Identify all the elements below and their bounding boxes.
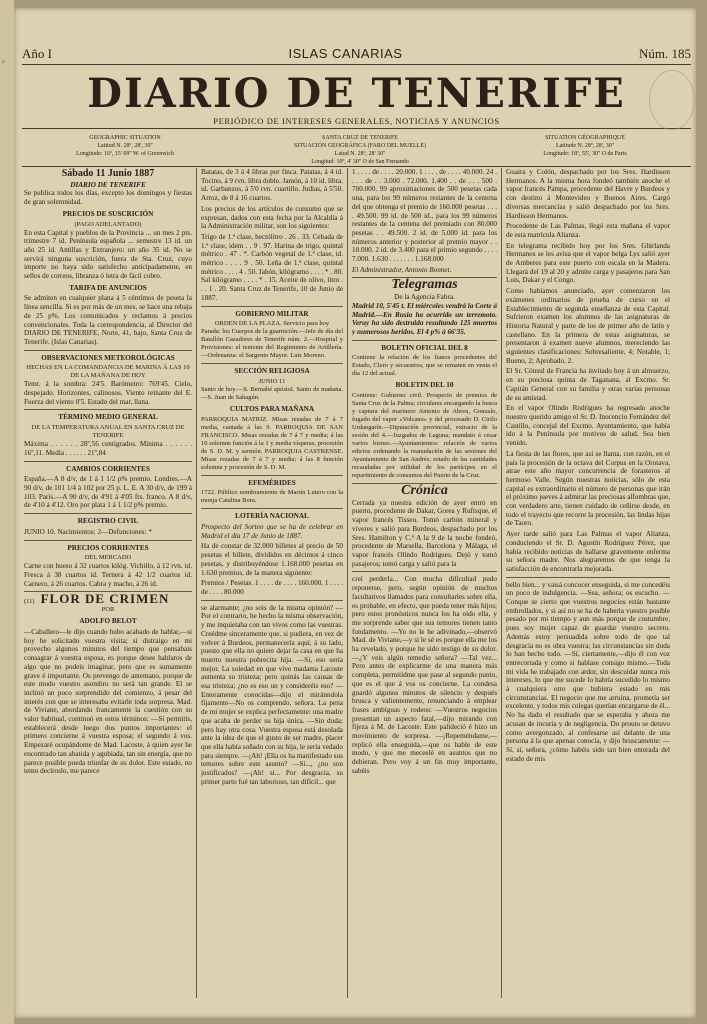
divider bbox=[506, 577, 670, 578]
telegrams-heading: Telegramas bbox=[391, 277, 458, 293]
prices-subheading: (PAGO ADELANTADO) bbox=[74, 220, 142, 228]
issue-date: Sábado 11 Junio 1887 bbox=[61, 168, 155, 179]
divider bbox=[24, 513, 192, 514]
religious-subheading: JUNIO 11 bbox=[258, 377, 286, 385]
news-8: Ayer tarde salió para Las Palmas el vapor Alianza, conduciendo el Sr. D. Agustín Rodríguez Pérez, que había recibido noticias de hallarse gravemente enferma su señora madre. Nos alegraremos de que tenga la satisfacción de encontrarla mejorada. bbox=[506, 530, 670, 573]
bulletin-text: Contiene la relación de los fianos procedentes del Estado, Clero y secuestros, que se rematen en venta el día 12 del actual. bbox=[352, 354, 497, 378]
religious-text: Santo de hoy.—S. Bernabé apóstol. Santo de mañana.—S. Juan de Sahagún. bbox=[201, 385, 343, 401]
masthead-title: DIARIO DE TENERIFE bbox=[87, 70, 626, 117]
meteo-text: Temr. á la sombra: 24'5. Barómetro: 769'45. Cielo, despejado. Horizontes, calinosos. Viento reinante del E. Fuerza del viento 0'5. Estado del mar, llana. bbox=[24, 380, 192, 406]
library-stamp-icon bbox=[649, 70, 695, 130]
divider bbox=[201, 306, 343, 307]
paper-name: DIARIO DE TENERIFE bbox=[70, 180, 146, 189]
novel-text: creí perderla... Con mucha dificultad pudo reponerse, pero, según opinión de muchos facultativos llamados para consultarles sobre ella, es probable, en efecto, que pueda tener más hijos; pero estos pronósticos nunca los ha oído ella, y me sorprende saber que sus temores tienen tanto fundamento. —Yo no le he adivinado,—observó Mad. de Viviane,—y si le sé es porque ella me los ha revelado, y porque he sido testigo de su dolor. —¿Y veis algún remedio señora? —Tal vez... Pero antes de explicarme de una manera más completa, permitidme que pase al segundo punto, que es el que á vos os concierne. La condesa guardó algunos minutos de silencio y después brusca y valientemente, renunciando á emplear frases ambiguas y rodeos: —Vuestros negocios presentan un aspecto fatal,—dijo mirando con fijeza á M. de Lacoste. Este palideció é hizo un movimiento de sorpresa. —¡Repeméndame,—replicó ella enseguida,—que os hable de este modo, y que me meceelé en asuntos que no debieran. Pero voy á un fin muy importante, sabéis bbox=[352, 575, 497, 775]
novel-author: ADOLFO BELOT bbox=[79, 617, 137, 626]
divider bbox=[22, 64, 691, 65]
administrator: El Administrador, Antonio Bonnet. bbox=[352, 265, 452, 274]
religious-heading: SECCIÓN RELIGIOSA bbox=[234, 367, 310, 376]
prices-heading: PRECIOS DE SUSCRICIÓN bbox=[62, 209, 154, 218]
news-1: Guaira y Colón, despachado por los Sres. Hardisson Hermanos. A la misma hora fondeó también anoche el vapor francés Pampa, procedente del Havre y Burdeos y con destino á Montevideo y Buenos Aires. Cargó diversas mercancías y salió despachado por los Sres. Hardisson Hermanos. bbox=[506, 168, 670, 220]
divider bbox=[201, 600, 343, 601]
lottery-text: Ha de constar de 32.000 billetes al precio de 50 pesetas el billete, divididos en décimos á cinco pesetas, y distribuyéndose 1.168.000 pesetas en 1.630 premios, de la manera siguiente: bbox=[201, 542, 343, 577]
ephemerides-text: 1722. Público nombramiento de Martín Lutero con la monja Catalina Bora. bbox=[201, 489, 343, 505]
divider bbox=[22, 166, 691, 167]
novel-title: FLOR DE CRIMEN bbox=[40, 591, 170, 607]
column-1 bbox=[24, 168, 192, 1008]
lottery-heading: LOTERÍA NACIONAL bbox=[235, 512, 309, 521]
divider bbox=[24, 350, 192, 351]
meteo-heading: OBSERVACIONES METEOROLÓGICAS bbox=[41, 353, 175, 362]
temp-heading: TÉRMINO MEDIO GENERAL bbox=[58, 413, 158, 422]
novel-number: (11) bbox=[24, 598, 35, 606]
lottery-prize-rows: 1 . . . . de . . . . 20.000. 1 . . . . de . . . . 40.000. 24 . . . . de . . 3.000 . 72.000. 1.400 . . de . . . 500 . 700.000. 99 aproximaciones de 500 pesetas cada una, para los 99 números restantes de la centena del que obtenga el premio de 160.000 pesetas . . . . 49.500. 99 id. de 500 id., para los 99 números restantes de la centena del premiado con 80.000 pesetas . . 49.500. 2 id. de 5.000 id. para los números anterior y posterior al premio mayor . . 10.000. 2 id. de 3.400 para el primio segundo . . . . 7.000. 1.630 . . . . . . . 1.168.000 bbox=[352, 168, 497, 264]
divider bbox=[352, 571, 497, 572]
exchange-heading: CAMBIOS CORRIENTES bbox=[66, 464, 150, 473]
novel-text: —Caballero—le dijo cuando hubo acabado de hablar,—si hoy he solicitado vuestra visita; si distraigo en mi provecho algunos minutos del tiempo que pensabais consagrar á vuestra esposa, es porque desee hablaros de algo que no podeis imaginar, pero que es sumamente grave é importante. Os prevengo de antemano, porque de este modo vuestro asombro no será tan grande. El se inclinó un poco sorprendido del comienzo, á pesar del interés con que se interesaba evitarle toda sorpresa. Mad. de Viviane, abordando francamente la cuestión con su valor habitual, continuó en estos términos: —Si permitís, establecerá desde luego dos puntos importantes: el primero concierne á vuestra esposa; el segundo á vos. Empezaré ocupándome de Mad. Lacoste, á quien ayer he encontrado tan abatida y agobiada, tan sin energía, que no parece posible pueda triunfar de su dolor. Este estado, no temo decíroslo, me parece bbox=[24, 628, 192, 776]
ephemerides-heading: EFEMÉRIDES bbox=[248, 478, 296, 487]
telegrams-agency: De la Agencia Fabra. bbox=[394, 293, 455, 302]
lottery-rows: Premios / Pesetas. 1 . . . . de . . . . 160.000. 1 . . . . de . . . . 80.000 bbox=[201, 579, 343, 596]
consumption-intro: Los precios de los artículos de consumo que se expresan, dados con esta fecha por la Alcaldía á la Administración militar, son los siguientes: bbox=[201, 204, 343, 231]
temp-subheading: DE LA TEMPERATURA ANUAL EN SANTA CRUZ DE TENERIFE bbox=[31, 424, 185, 440]
column-rule bbox=[196, 168, 197, 998]
column-rule bbox=[501, 168, 502, 998]
divider bbox=[22, 128, 691, 129]
page-edge: ¤ bbox=[0, 0, 14, 1024]
worship-heading: CULTOS PARA MAÑANA bbox=[229, 404, 315, 413]
news-4: Como habíamos anunciado, ayer comenzaron los exámenes ordinarios de prueba de curso en el Establecimiento de segunda enseñanza de esta Capital. Sufrieron examen los alumnos de las asignaturas de Historia Natural y parte de los de primer año de latín y castellano. En la primera de estas asignaturas, se presentaron á examen nueve alumnos, mereciendo las siguientes clasificaciones: Sobresaliente, 4; Notable, 1; Bueno, 2; Aprobado, 2. bbox=[506, 287, 670, 365]
column-rule bbox=[347, 168, 348, 998]
masthead-subtitle: PERIÓDICO DE INTERESES GENERALES, NOTICIAS Y ANUNCIOS bbox=[213, 116, 500, 126]
geo-center: SANTA CRUZ DE TENERIFE SITUACIÓN GEOGRÁFICA (FARO DEL MUELLE) Latud N. 28º, 28' 30'' Longitud: 10º, 4' 30'' O de San Fernando bbox=[294, 135, 426, 165]
registry-text: JUNIO 10. Nacimientos: 2—Defunciones: * bbox=[24, 527, 152, 536]
military-subheading: ORDEN DE LA PLAZA. Servicio para hoy bbox=[214, 320, 330, 328]
novel-text: bello bien... y vaisá concocer enseguida, si me concedéis un poco de indulgencia. —Sea, señora; os escucho. —Conque se cierto que vuestros negocios están bastante embrollados, y si así no se ha de haberla vuestro posible pesado por mi tiempo y aun más porque de costumbre, pues soy mujer capaz de guardar vuestro secreto. Además estoy persuadida sobre todo de que tal desgracia no es obra vuestra; las circunstancias sin duda lo han hecho todo. —Sí, ciertamente,—dijo él con voz entrecortada y como si hablase consigo mismo.—Toda mi vida he trabajado con ardor, sin descuidar nunca mis intereses, lo que me sucede lo habría sucedido lo mismo á cualquiera otro que hubiera estado en mis circunstancias. El negocio que me arruina, prometía ser excelente, y todos mis colegas querían encargarse de él... No ha dado el resultado que se esperaba y ahora me acusan de incuria y de negligencia. Do prouto se detuvo como avergonzado, al confesarse así delante de una persona á la que apenas conocía, y dijo bruscamente: —Sí, sí, señora, ¿cómo habéis sido tan bien enterada del estado de mis bbox=[506, 580, 670, 763]
bulletin-heading: BOLETIN OFICIAL DEL 8 bbox=[381, 343, 468, 352]
geo-right: SITUATION GÉOGRAPHIQUE Latitude N. 28º, 28', 30'' Longitude: 18º, 55', 30'' O de Paris bbox=[543, 135, 627, 157]
geo-left: GEOGRAPHIC SITUATION Latitud N. 28º, 28', 30'' Longitude: 16º, 15' 09'' W. of Greenwich bbox=[76, 135, 174, 157]
lottery-intro: Prospecto del Sorteo que se ha de celebrar en Madrid el día 17 de Junio de 1887. bbox=[201, 523, 343, 540]
bulletin2-text: Contiene: Gobierno civil. Prospecto de premios de Santa Cruz de la Palma; circulares encargando la busca y captura del marinero Antonio de Abreu, Gonzalo, fugado del vapor «Volcano» y del procesado D. Cirilo Urdangarín.—Diputación provincial, extracto de la sesión del 4.—Juzgados de Laguna; mandato á cesar varios bienes.—Ayuntamientos: relación de varios edictos ordenando la reanudación de las sesiones del Ayuntamiento de San Andrés; estado de las cantidades recaudadas por utilidad de los partícipes en el repartimiento de consumos del Puerto de la Cruz. bbox=[352, 392, 497, 480]
chronicle-heading: Crónica bbox=[401, 483, 448, 499]
market-subheading: DEL MERCADO bbox=[84, 554, 132, 562]
ads-heading: TARIFA DE ANUNCIOS bbox=[69, 283, 147, 292]
consumption-table: Trigo de 1.ª clase, hectólitro . 26 . 33. Cebada de 1.ª clase, idem . . 9 . 97. Harina de trigo, quintal métrico . 47 . *. Carbón vegetal de 1.ª clase, id. métrico . . . . 9 . 50. Leña de 1.ª clase, quintal métrico . . . . 4 . 50. Jabón, kilógramo . . . . * . 80. Sal kilógramo . . . . * . 15. Aceite de olivo, litro . . . 1 . 20. Santa Cruz de Tenerife, 10 de Junio de 1887. bbox=[201, 232, 343, 302]
chronicle-text: Cerrada ya nuestra edición de ayer entró en puerto, procedente de Dakar, Gorea y Rufisque, el vapor francés Tisseu. Tomó carbón mineral y víveres y salió para Burdeos, despachado por los Sres. Hamilton y C.ª A la 9 de la noche fondeó, procedente de Marsella, Barcelona y Málaga, el vapor francés Olindo Rodrigues. Dejó y tomó pasajeros; tomó carga y salió para la bbox=[352, 498, 497, 568]
column-3 bbox=[352, 168, 497, 1008]
military-heading: GOBIERNO MILITAR bbox=[235, 309, 309, 318]
prices-text: En esta Capital y pueblos de la Provincia ... un mes 2 pts. trimestre 7 id. Península española ... semestre 13 id. un año 25 id. Antillas y Extranjero: un año 35 id. No se servirá ninguna suscrición, fuera de Sta. Cruz, cuyo importe no haya sido satisfecho anticipadamente, en sellos de correos, libranza ó letra de fácil cobro. bbox=[24, 228, 192, 281]
divider bbox=[24, 461, 192, 462]
bulletin2-heading: BOLETIN DEL 10 bbox=[395, 381, 454, 390]
meteo-subheading: HECHAS EN LA COMANDANCIA DE MARINA Á LAS 10 DE LA MAÑANA DE HOY bbox=[26, 364, 190, 380]
divider bbox=[352, 340, 497, 341]
news-2: Procedente de Las Palmas, llegó esta mañana el vapor de esta matrícula Alianza. bbox=[506, 222, 670, 239]
top-line bbox=[22, 46, 691, 62]
novel-text: se alarmante; ¿no sois de la misma opinión? —Por el contrario, he hecho la misma observación, y me inquietaba con tan vivos como las vuestras. Creédme sinceramente que, si pudiera, en vez de volver á Burdeos, permanecería aquí, á su lado, puesto que ella no quiere dejar la casa en que ha muerto nuestra pobrecita hija. —Si, eso sería mejor. La soledad en que vive madama Lacoste aumenta su tristeza; pero quinás las causas de esa tristeza; ¿no es eso un y consideréis eso? —Enteramente conocidas—dijo el miránndola fijamente—No os comprendo, señora. La pena de mi mujer se explica perfectamente: una madre que acaba de perder su hija única. —Sin duda; pero hay otra cosa. Vuestra esposa está desolada ante la idea de que el gusto de ser madre, placer que ella había soñado con su hija, le sería vedado para siempre. —¡Ah! ¡Ella os ha manifestado sus temores sobre este asunto? —Sí..., ¿no son justificados? —¡Ah! sí... Por desgracia, su primer parto fué tan laborioso, tan difícil... que bbox=[201, 603, 343, 786]
novel-por: POR bbox=[101, 606, 115, 614]
intro-text: Se publica todos los días, excepto los domingos y fiestas de gran solemnidad. bbox=[24, 189, 192, 207]
telegrams-text: Madrid 10, 5'45 t. El miércoles vendrá la Corte á Madrid.—En Rusia ha ocurrido un terremoto. Veruy ha sido destruida resultando 125 muertos y numerosos heridos. El 4 p% á 66'35. bbox=[352, 301, 497, 336]
divider bbox=[24, 540, 192, 541]
divider bbox=[24, 409, 192, 410]
place-label: ISLAS CANARIAS bbox=[288, 46, 403, 61]
news-7: La fiesta de las flores, que así se llama, con razón, en el país la procesión de la octava del Corpus en la Orotava, atrae este año mayor concurrencia de forasteros al hermoso Valle. Según nuestras noticias, sólo de esta capital es extraordinario el número de personas que irán el próximo jueves á admirar las preciosas alfombras que, con verdadero arte, tienen cuidado de ceñirse desde, en todo el trayecto que recorre la procesión, las lindas hijas de Taoro. bbox=[506, 449, 670, 528]
military-text: Parada: los Cuerpos de la guarnición.—Jefe de día del Batallón Cazadores de Tenerife núm. 2.—Hospital y Provisiones: el teniente del Regimiento de Artillería.—Ordenanza: el Sargento Mayor. Luis Moreno. bbox=[201, 328, 343, 360]
registry-heading: REGISTRO CIVIL bbox=[77, 517, 139, 526]
temp-text: Máxima . . . . . . 28º,56 centígrados. Mínima . . . . . . 16º,11. Media . . . . . . 21º,84 bbox=[24, 440, 192, 457]
divider bbox=[201, 508, 343, 509]
news-6: En el vapor Olindo Rodrigues ha regresado anoche nuestro querido amigo el Sr. D. Inocencio Fernández del Castillo, concejal del Excmo. Ayuntamiento, que había ido á la Península por motivos de salud. Sea bien venido. bbox=[506, 404, 670, 448]
food-prices: Batatas, de 3 á 4 libras por finca. Patatas, á 4 id. Tocino, á 9 rvn. libra doble. Jamón, á 10 id. libra. id. Garbanzos, á 5'0 rvn. cuartillo. Judias, á 5'50. Arroz, de 8 á 16 cuartos. bbox=[201, 168, 343, 203]
divider bbox=[201, 363, 343, 364]
market-text: Carne con hueso á 32 cuartos kilóg. Vichillo, á 12 rvn. id. Fresca á 38 cuartos id. Ternera á 42 1/2 cuartos id. Carnero, á 26 cuartos. Cabra y macho, á 26 id. bbox=[24, 562, 192, 588]
issue-number: Núm. 185 bbox=[639, 46, 691, 61]
market-heading: PRECIOS CORRIENTES bbox=[67, 543, 149, 552]
news-3: En telegrama recibido hoy por los Sres. Ghirlanda Hermanos se les avisa que el vapor belga Lys salió ayer de Amberes para este puerto con escala en la Madera. Llegará del 19 al 20 y admite carga y pasajeros para San Luis, Dakar y el Congo. bbox=[506, 241, 670, 285]
novel-header bbox=[24, 591, 192, 607]
year-label: Año I bbox=[22, 46, 52, 61]
exchange-text: España.—A 8 d/v, de 1 á 1 1/2 p% premio. Londres.—A 90 d/v, de 101 1/4 á 102 por 25 p. L. E. A 30 d/v, de 199 á 103. París.—A 90 d/v, de 4'91 á 4'05 frs. franco. A 8 d/v, de 4'10 á 4'12. Oro por plata 1 á 1 1/2 p% premio. bbox=[24, 475, 192, 510]
ads-text: Se admiten en cualquier plana á 5 céntimos de peseta la línea sencilla. Si es por más de un mes, se hace una rebaja de 25 p%. Los comunicados y reclamos á precios convencionales. Toda la correspondencia, al Director del DIARIO DE TENERIFE, Norte, 41, bajo, Santa Cruz de Tenerife. (Islas Canarias). bbox=[24, 294, 192, 346]
worship-text: PARROQUIA MATRIZ. Misas rezadas de 7 á 7 media, cantada á las 9. PARROQUIA DE SAN FRANCISCO. Misas rezadas de 7 á 7 y media; á las 10 solemne función á la 1 y media vísperas, procesión de S. D. M. y sermón. PARROQUIA CASTRENSE. Misas rezadas de 7 á 7 y media; á las 8 función solemne y procesión de S. D. M. bbox=[201, 415, 343, 471]
column-4 bbox=[506, 168, 670, 1008]
news-5: El Sr. Cónsul de Francia ha invitado hoy á un almuerzo, en su preciosa quinta de Taganana, al Excmo. Sr. Capitán General con su familia y otras varias personas de su amistad. bbox=[506, 367, 670, 402]
divider bbox=[201, 475, 343, 476]
column-2 bbox=[201, 168, 343, 1008]
